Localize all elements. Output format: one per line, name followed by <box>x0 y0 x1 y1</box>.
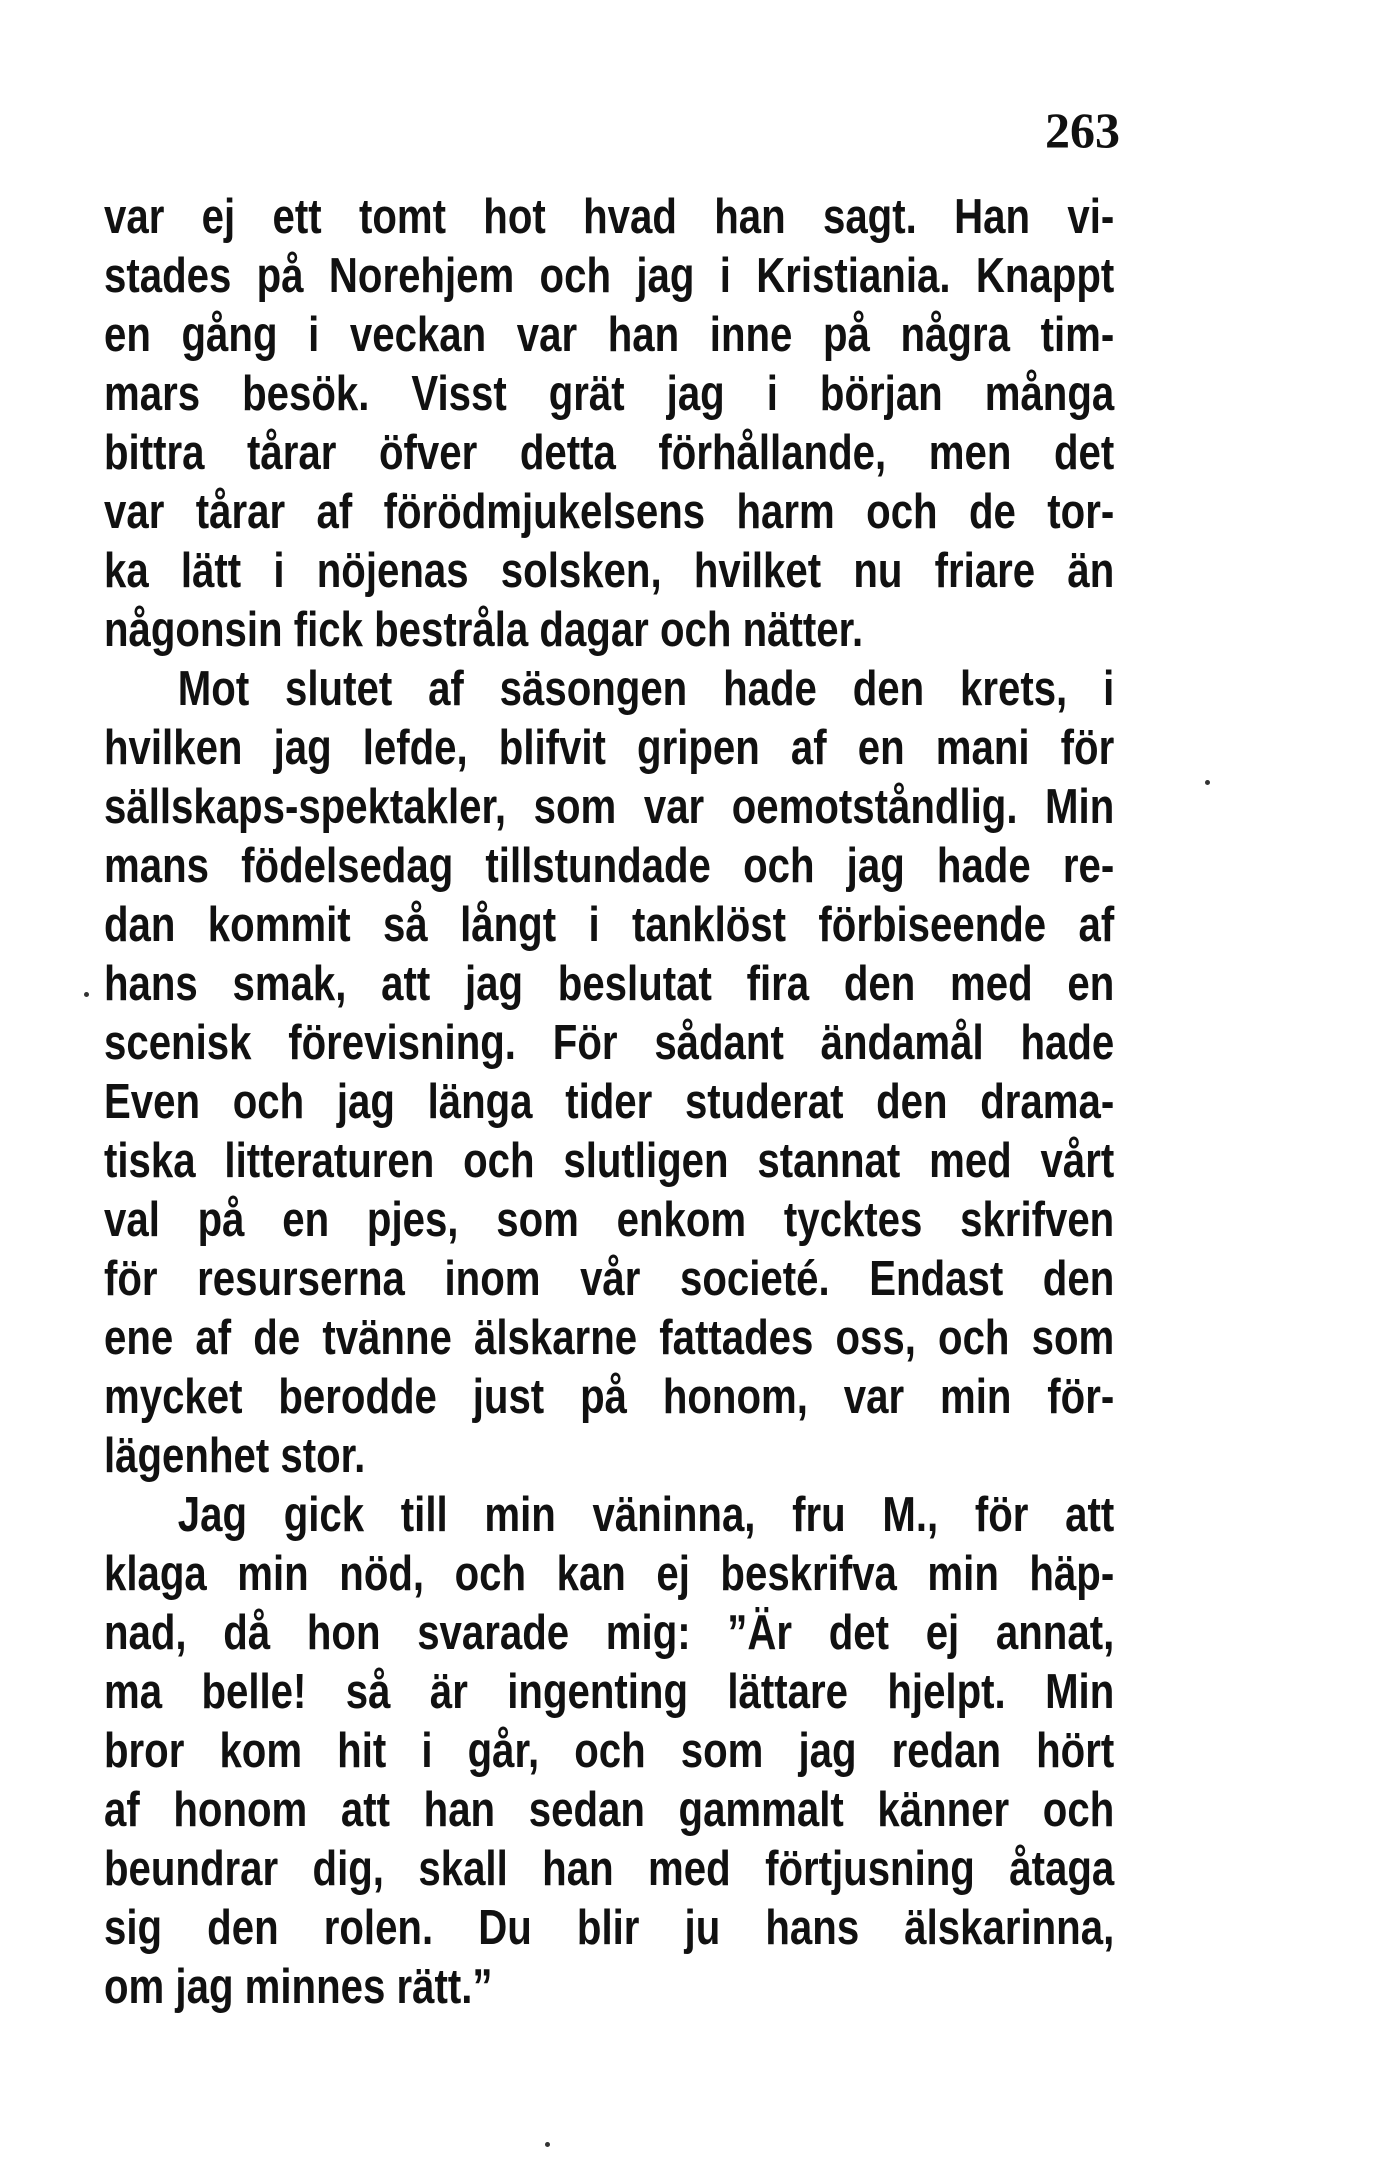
text-line: ka lätt i nöjenas solsken, hvilket nu friare än <box>104 544 1115 598</box>
print-speck <box>1205 780 1210 785</box>
text-line: sällskaps-spektakler, som var oemotståndlig. Min <box>104 780 1115 834</box>
text-line: tiska litteraturen och slutligen stannat med vårt <box>104 1134 1115 1188</box>
text-line: scenisk förevisning. För sådant ändamål hade <box>104 1016 1115 1070</box>
body-text <box>104 188 1115 2017</box>
page-number: 263 <box>1045 102 1120 158</box>
text-line: val på en pjes, som enkom tycktes skrifven <box>104 1193 1115 1247</box>
text-line: ene af de tvänne älskarne fattades oss, och som <box>104 1311 1115 1365</box>
text-line: mans födelsedag tillstundade och jag hade re- <box>104 839 1115 893</box>
text-line: en gång i veckan var han inne på några tim- <box>104 308 1115 362</box>
text-line: af honom att han sedan gammalt känner och <box>104 1783 1115 1837</box>
text-line: beundrar dig, skall han med förtjusning åtaga <box>104 1842 1115 1896</box>
text-line: bittra tårar öfver detta förhållande, men det <box>104 426 1115 480</box>
text-line: ma belle! så är ingenting lättare hjelpt. Min <box>104 1665 1115 1719</box>
text-line: hans smak, att jag beslutat fira den med en <box>104 957 1115 1011</box>
text-line: var ej ett tomt hot hvad han sagt. Han vi- <box>104 190 1115 244</box>
text-line: bror kom hit i går, och som jag redan hört <box>104 1724 1115 1778</box>
text-line: dan kommit så långt i tanklöst förbiseende af <box>104 898 1115 952</box>
text-line: mars besök. Visst grät jag i början många <box>104 367 1115 421</box>
text-line: Even och jag länga tider studerat den drama- <box>104 1075 1115 1129</box>
text-line: någonsin fick bestråla dagar och nätter. <box>104 603 864 657</box>
text-line: om jag minnes rätt.” <box>104 1960 493 2014</box>
text-line: var tårar af förödmjukelsens harm och de tor- <box>104 485 1115 539</box>
print-speck <box>545 2142 550 2147</box>
text-line: nad, då hon svarade mig: ”Är det ej annat, <box>104 1606 1115 1660</box>
text-line: lägenhet stor. <box>104 1429 366 1483</box>
text-line: sig den rolen. Du blir ju hans älskarinna, <box>104 1901 1115 1955</box>
text-line: stades på Norehjem och jag i Kristiania. Knappt <box>104 249 1115 303</box>
text-line: mycket berodde just på honom, var min för- <box>104 1370 1115 1424</box>
text-line: Jag gick till min väninna, fru M., för att <box>177 1488 1115 1542</box>
text-line: Mot slutet af säsongen hade den krets, i <box>177 662 1115 716</box>
text-line: för resurserna inom vår societé. Endast den <box>104 1252 1115 1306</box>
print-speck <box>84 992 89 997</box>
text-line: hvilken jag lefde, blifvit gripen af en mani för <box>104 721 1115 775</box>
text-line: klaga min nöd, och kan ej beskrifva min häp- <box>104 1547 1115 1601</box>
